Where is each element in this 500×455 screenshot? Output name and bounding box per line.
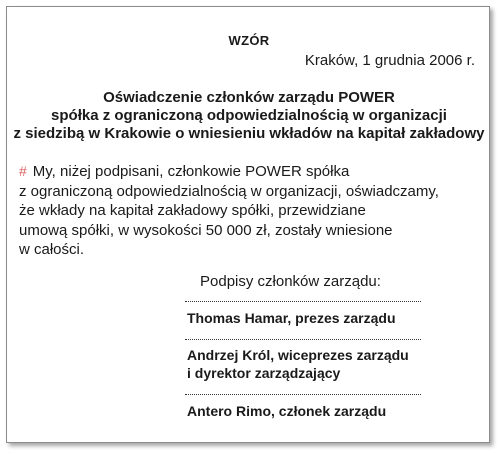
body-line-1: # My, niżej podpisani, członkowie POWER spółka bbox=[19, 163, 350, 180]
statement-body bbox=[19, 162, 439, 260]
signatures-heading: Podpisy członków zarządu: bbox=[200, 273, 381, 290]
title-line: z siedzibą w Krakowie o wniesieniu wkładów na kapitał zakładowy bbox=[13, 125, 485, 142]
signature-line bbox=[185, 394, 421, 395]
title-line: Oświadczenie członków zarządu POWER bbox=[103, 89, 395, 106]
template-label: WZÓR bbox=[228, 33, 270, 48]
signature-line bbox=[185, 301, 421, 302]
signatory-vice-president: Andrzej Król, wiceprezes zarządu i dyrektor zarządzający bbox=[187, 347, 409, 381]
signature-line bbox=[185, 339, 421, 340]
body-line: w całości. bbox=[19, 241, 85, 258]
body-line: z ograniczoną odpowiedzialnością w organizacji, oświadczamy, bbox=[19, 182, 439, 200]
signatory-board-member: Antero Rimo, członek zarządu bbox=[187, 403, 387, 419]
body-line: umową spółki, w wysokości 50 000 zł, zostały wniesione bbox=[19, 221, 393, 239]
body-line: że wkłady na kapitał zakładowy spółki, przewidziane bbox=[19, 202, 366, 219]
signatory-president: Thomas Hamar, prezes zarządu bbox=[187, 310, 396, 326]
document-page bbox=[6, 6, 490, 443]
title-line: spółka z ograniczoną odpowiedzialnością w organizacji bbox=[51, 107, 447, 124]
place-and-date: Kraków, 1 grudnia 2006 r. bbox=[304, 52, 475, 69]
statement-title bbox=[7, 89, 491, 143]
hash-marker-icon: # bbox=[19, 163, 27, 179]
